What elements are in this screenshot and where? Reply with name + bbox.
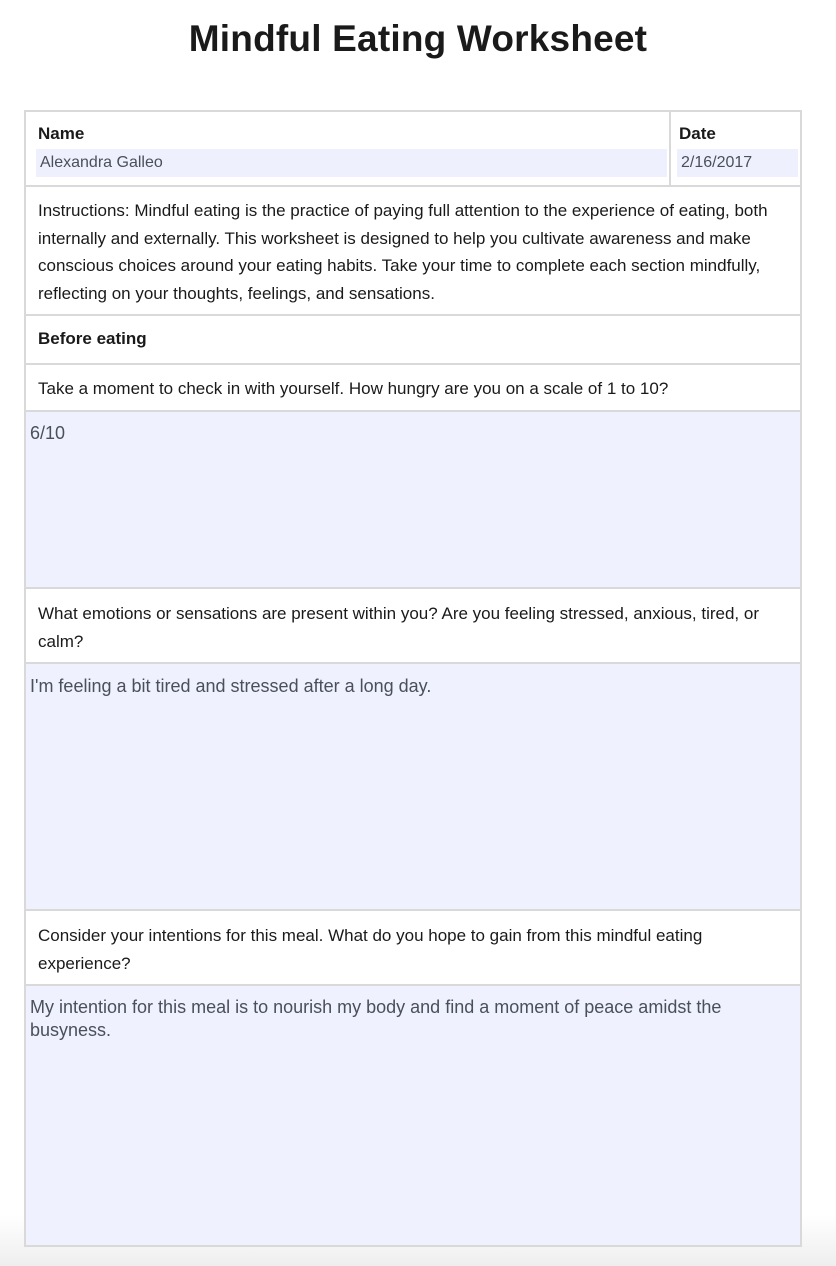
name-label: Name [38, 124, 85, 143]
question-hunger-prompt: Take a moment to check in with yourself. How hungry are you on a scale of 1 to 10? [26, 365, 800, 412]
worksheet-form [24, 110, 802, 1247]
question-intentions-prompt: Consider your intentions for this meal. What do you hope to gain from this mindful eating experience? [26, 911, 800, 986]
header-row [26, 112, 800, 187]
instructions-text: Instructions: Mindful eating is the practice of paying full attention to the experience of eating, both internally and externally. This worksheet is designed to help you cultivate awareness and make conscious choices around your eating habits. Take your time to complete each section mindfully, reflecting on your thoughts, feelings, and sensations. [26, 187, 800, 316]
name-cell [26, 112, 671, 185]
date-label: Date [679, 124, 716, 143]
answer-intentions-field[interactable]: My intention for this meal is to nourish my body and find a moment of peace amidst the busyness. [26, 986, 800, 1245]
answer-hunger-field[interactable]: 6/10 [26, 412, 800, 589]
name-field[interactable]: Alexandra Galleo [36, 149, 667, 177]
date-field[interactable]: 2/16/2017 [677, 149, 798, 177]
answer-emotions-field[interactable]: I'm feeling a bit tired and stressed after a long day. [26, 664, 800, 911]
page-title: Mindful Eating Worksheet [188, 18, 648, 59]
date-cell [671, 112, 800, 185]
section-heading: Before eating [26, 316, 800, 365]
question-emotions-prompt: What emotions or sensations are present within you? Are you feeling stressed, anxious, tired, or calm? [26, 589, 800, 664]
